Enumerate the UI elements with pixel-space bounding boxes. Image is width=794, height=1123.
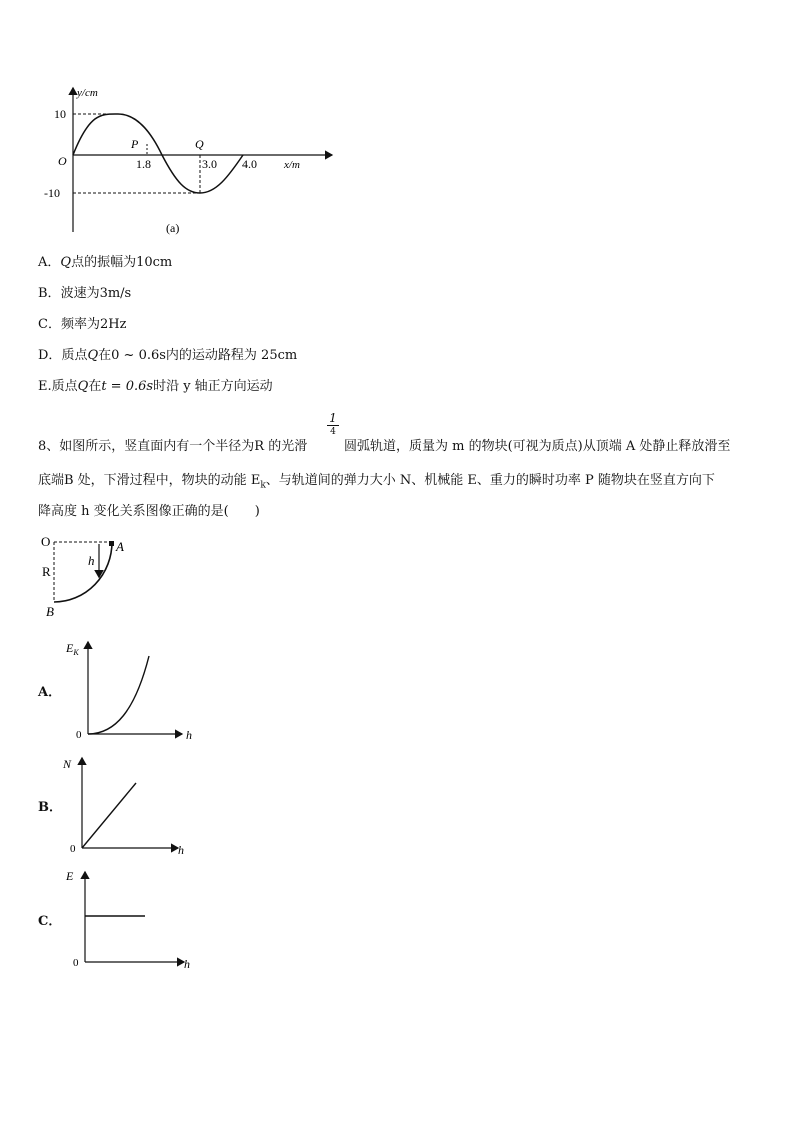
option-e: E.质点Q在t = 0.6s时沿 y 轴正方向运动 xyxy=(38,379,273,394)
y-tick-minus10: -10 xyxy=(44,186,60,200)
choice-c-y-label: E xyxy=(66,869,74,883)
q8-fraction: 1 4 xyxy=(327,412,339,439)
q8-line-1: 8、如图所示，竖直面内有一个半径为R 的光滑 xyxy=(38,439,308,454)
choice-a-x-label: h xyxy=(186,728,192,742)
option-a: A．Q点的振幅为10cm xyxy=(38,255,173,270)
choice-c-origin: 0 xyxy=(73,957,79,969)
quarter-arc-track xyxy=(54,542,112,602)
choice-b-graph xyxy=(60,752,200,860)
x-tick-3-0: 3.0 xyxy=(202,157,217,171)
choice-a-origin: 0 xyxy=(76,729,82,741)
choice-c-graph xyxy=(60,866,200,974)
origin-label: O xyxy=(58,154,67,168)
q8-line-3: 降高度 h 变化关系图像正确的是( ) xyxy=(38,504,260,519)
point-p-label: P xyxy=(131,137,139,151)
choice-a-graph xyxy=(60,636,200,744)
x-axis-label: x/m xyxy=(284,159,300,171)
arc-track-diagram xyxy=(36,530,146,620)
choice-c-letter: C． xyxy=(38,914,62,929)
label-r: R xyxy=(42,564,51,579)
label-o: O xyxy=(41,534,51,549)
y-tick-10: 10 xyxy=(54,107,66,121)
choice-b-line xyxy=(82,783,136,848)
graph-caption: (a) xyxy=(166,221,180,235)
choice-a-y-label: $E_K$ xyxy=(66,641,79,657)
choice-a-letter: A． xyxy=(38,685,62,700)
choice-b-origin: 0 xyxy=(70,843,76,855)
x-tick-4-0: 4.0 xyxy=(242,157,257,171)
choice-a-curve xyxy=(88,656,149,734)
option-b: B．波速为3m/s xyxy=(38,286,132,301)
wave-graph xyxy=(40,82,340,242)
q8-line-2: 底端B 处，下滑过程中，物块的动能 $E_k$、与轨道间的弹力大小 N、机械能 E、重力的瞬时功率 P 随物块在竖直方向下 xyxy=(38,473,715,491)
q8-line-1b: 圆弧轨道，质量为 m 的物块(可视为质点)从顶端 A 处静止释放滑至 xyxy=(344,439,731,454)
option-c: C．频率为2Hz xyxy=(38,317,127,332)
choice-b-y-label: N xyxy=(63,757,72,771)
choice-b-x-label: h xyxy=(178,843,184,857)
point-q-label: Q xyxy=(195,137,204,151)
label-a: A xyxy=(116,539,124,554)
block-icon xyxy=(109,541,114,546)
x-tick-1-8: 1.8 xyxy=(136,157,151,171)
option-d: D．质点Q在0 ~ 0.6s内的运动路程为 25cm xyxy=(38,348,298,363)
y-axis-label: y/cm xyxy=(77,87,98,99)
label-b: B xyxy=(46,604,54,619)
wave-curve xyxy=(73,114,243,193)
choice-c-x-label: h xyxy=(184,957,190,971)
label-h: h xyxy=(88,553,95,568)
choice-b-letter: B． xyxy=(38,800,62,815)
